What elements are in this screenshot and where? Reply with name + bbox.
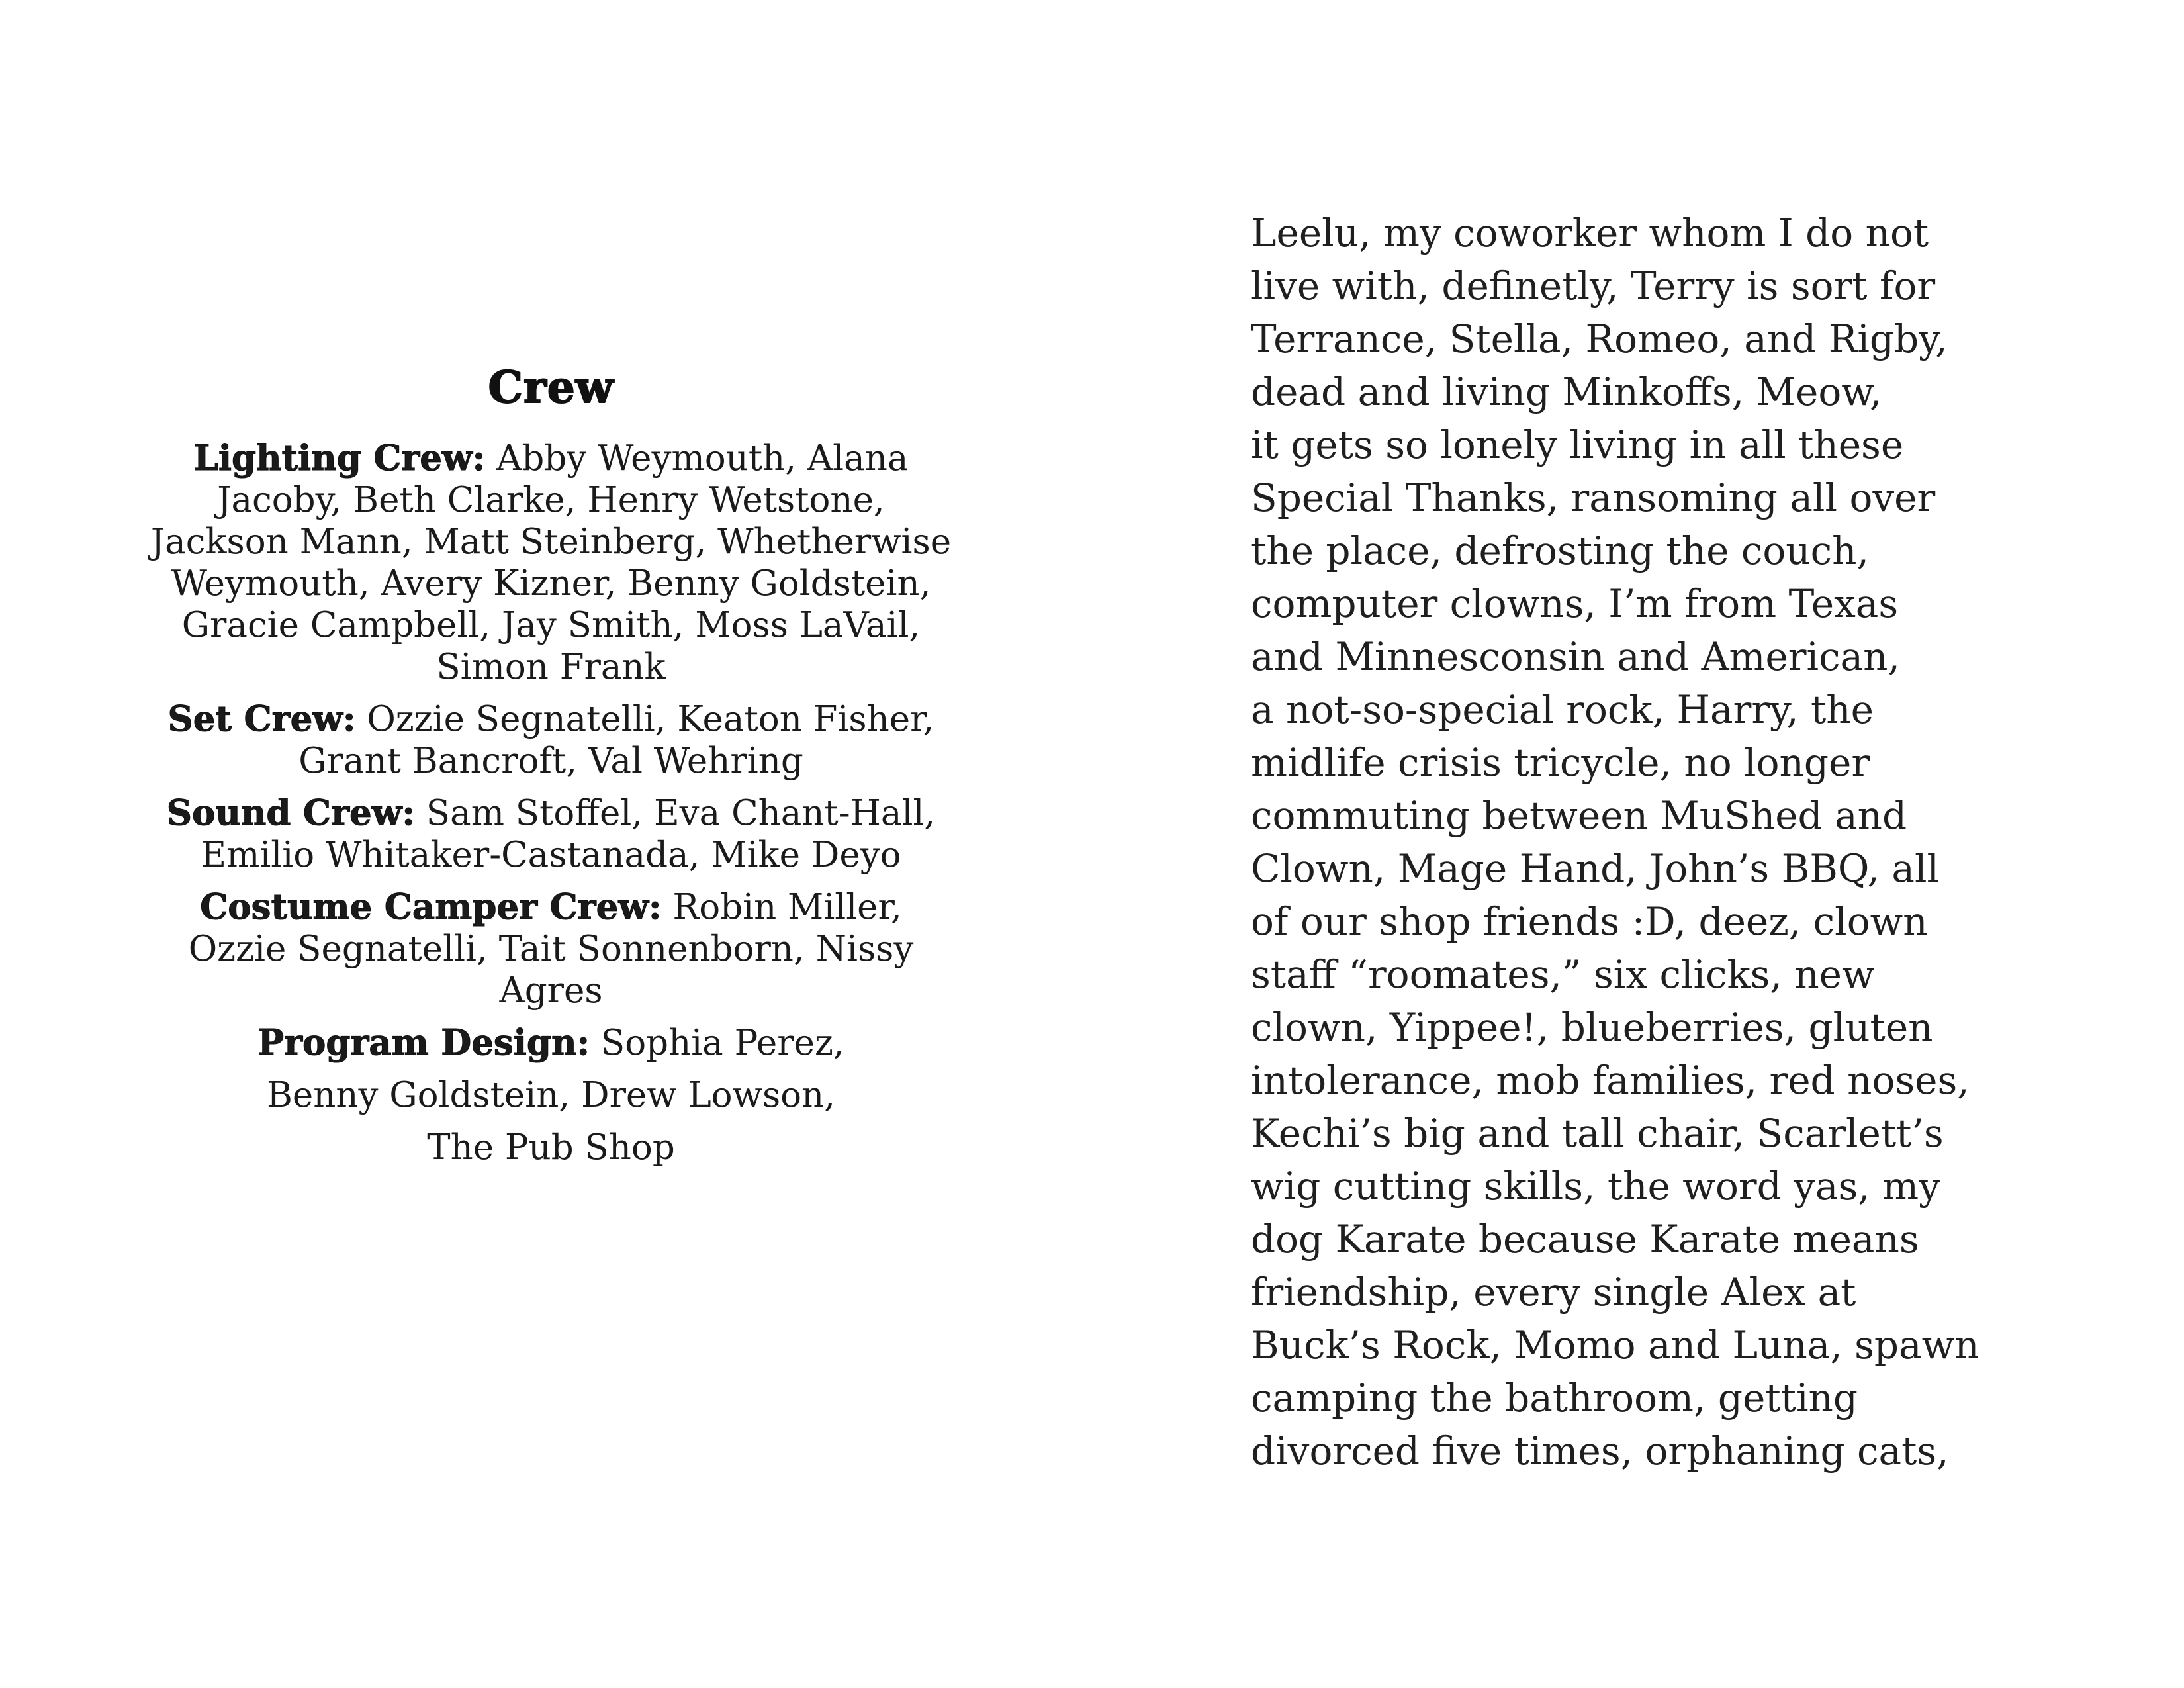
crew-entry-lighting	[146, 438, 956, 688]
text-line: camping the bathroom, getting	[1251, 1376, 1858, 1421]
text-line: live with, definetly, Terry is sort for	[1251, 263, 1936, 308]
crew-entry-sound	[146, 792, 956, 876]
crew-names: Abby Weymouth, Alana Jacoby, Beth Clarke, Henry Wetstone, Jackson Mann, Matt Steinberg, Whetherwise Weymouth, Avery Kizner, Benny Goldstein, Gracie Campbell, Jay Smith, Moss LaVail, Simon Frank	[150, 438, 952, 687]
text-line: Terrance, Stella, Romeo, and Rigby,	[1251, 316, 1948, 361]
text-line: staff “roomates,” six clicks, new	[1251, 952, 1875, 997]
text-line: Special Thanks, ransoming all over	[1251, 475, 1936, 520]
text-line: of our shop friends :D, deez, clown	[1251, 899, 1928, 944]
text-line: the place, defrosting the couch,	[1251, 528, 1869, 573]
text-line: intolerance, mob families, red noses,	[1251, 1058, 1970, 1103]
text-line: clown, Yippee!, blueberries, gluten	[1251, 1005, 1933, 1050]
crew-section	[146, 361, 956, 1179]
crew-names: Sam Stoffel, Eva Chant-Hall, Emilio Whitaker-Castanada, Mike Deyo	[201, 793, 936, 875]
text-line: friendship, every single Alex at	[1251, 1270, 1856, 1315]
crew-entry-set	[146, 698, 956, 782]
crew-extra-line: Benny Goldstein, Drew Lowson,	[266, 1075, 836, 1115]
text-line: a not-so-special rock, Harry, the	[1251, 687, 1874, 732]
crew-names: Ozzie Segnatelli, Keaton Fisher, Grant Bancroft, Val Wehring	[298, 699, 934, 781]
text-line: Leelu, my coworker whom I do not	[1251, 211, 1929, 256]
text-line: commuting between MuShed and	[1251, 793, 1907, 838]
text-line: dead and living Minkoffs, Meow,	[1251, 369, 1882, 414]
text-line: dog Karate because Karate means	[1251, 1217, 1919, 1262]
text-line: computer clowns, I’m from Texas	[1251, 581, 1899, 626]
crew-label: Set Crew:	[167, 698, 356, 739]
special-thanks-text	[1251, 207, 2111, 1477]
crew-extra-line: The Pub Shop	[427, 1127, 675, 1168]
text-line: midlife crisis tricycle, no longer	[1251, 740, 1870, 785]
crew-names: Robin Miller, Ozzie Segnatelli, Tait Sonnenborn, Nissy Agres	[188, 887, 914, 1011]
text-line: it gets so lonely living in all these	[1251, 422, 1904, 467]
crew-label: Costume Camper Crew:	[200, 886, 662, 927]
crew-entry-program-design	[146, 1022, 956, 1064]
crew-label: Lighting Crew:	[193, 438, 486, 479]
crew-title: Crew	[488, 361, 614, 413]
text-line: Buck’s Rock, Momo and Luna, spawn	[1251, 1323, 1979, 1368]
text-line: Clown, Mage Hand, John’s BBQ, all	[1251, 846, 1940, 891]
crew-names: Sophia Perez,	[600, 1023, 844, 1063]
right-page	[1092, 0, 2184, 1688]
text-line: wig cutting skills, the word yas, my	[1251, 1164, 1940, 1209]
text-line: and Minnesconsin and American,	[1251, 634, 1900, 679]
crew-label: Sound Crew:	[166, 792, 415, 833]
crew-label: Program Design:	[257, 1022, 590, 1063]
text-line: divorced five times, orphaning cats,	[1251, 1429, 1949, 1474]
crew-entry-costume	[146, 886, 956, 1011]
text-line: Kechi’s big and tall chair, Scarlett’s	[1251, 1111, 1944, 1156]
